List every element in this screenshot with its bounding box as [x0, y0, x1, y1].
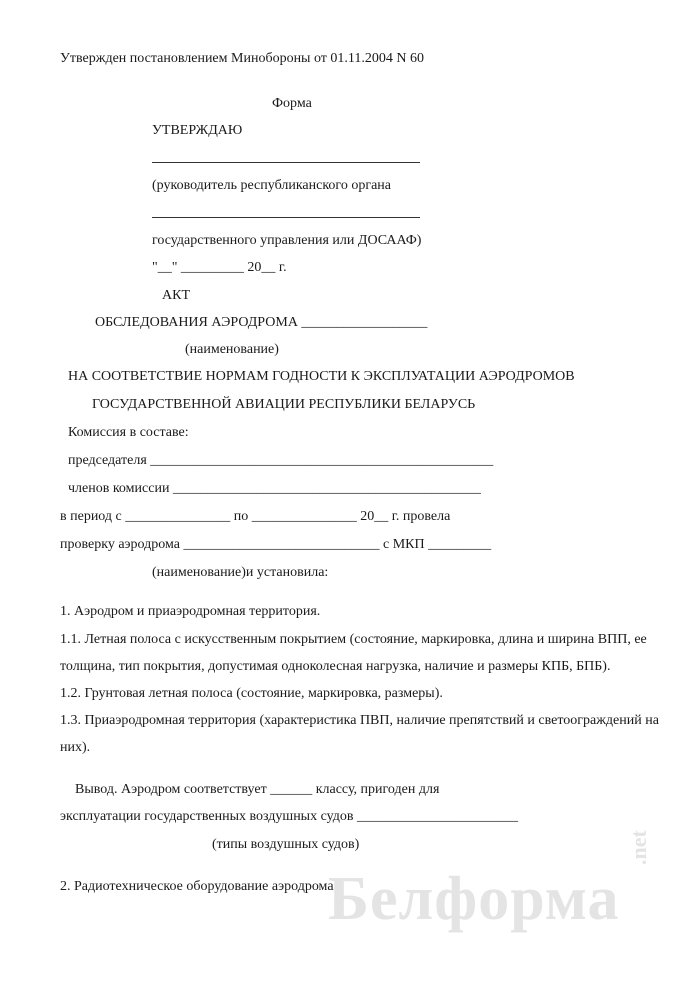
section-1-3-line-1: 1.3. Приаэродромная территория (характеристика ПВП, наличие препятствий и светоограждений на [60, 713, 659, 728]
section-1-1-line-1: 1.1. Летная полоса с искусственным покрытием (состояние, маркировка, длина и ширина ВПП, ее [60, 632, 647, 647]
section-1-3-line-2: них). [60, 740, 91, 755]
conclusion-line-1: Вывод. Аэродром соответствует ______ классу, пригоден для [75, 782, 440, 797]
aircraft-types-caption: (типы воздушных судов) [212, 837, 360, 852]
section-2: 2. Радиотехническое оборудование аэродрома. [60, 879, 338, 894]
aerodrome-name-caption: (наименование) [185, 342, 279, 357]
approval-reference: Утвержден постановлением Минобороны от 01.11.2004 N 60 [60, 51, 424, 66]
act-title: АКТ [162, 288, 190, 303]
act-heading-2: ГОСУДАРСТВЕННОЙ АВИАЦИИ РЕСПУБЛИКИ БЕЛАРУСЬ [92, 397, 476, 412]
act-heading-1: НА СООТВЕТСТВИЕ НОРМАМ ГОДНОСТИ К ЭКСПЛУАТАЦИИ АЭРОДРОМОВ [68, 369, 575, 384]
approval-date: "__" _________ 20__ г. [152, 260, 287, 275]
commission-members: членов комиссии ____________________________________________ [68, 481, 481, 496]
conclusion-line-2: эксплуатации государственных воздушных судов _______________________ [60, 809, 518, 824]
section-1: 1. Аэродром и приаэродромная территория. [60, 604, 321, 619]
aerodrome-check: проверку аэродрома ____________________________ с МКП _________ [60, 537, 492, 552]
form-label: Форма [272, 96, 312, 111]
inspection-period: в период с _______________ по _______________ 20__ г. провела [60, 509, 451, 524]
section-1-2: 1.2. Грунтовая летная полоса (состояние, маркировка, размеры). [60, 686, 443, 701]
commission-chairman: председателя _________________________________________________ [68, 453, 494, 468]
signature-line-1 [152, 162, 420, 163]
section-1-1-line-2: толщина, тип покрытия, допустимая одноколесная нагрузка, наличие и размеры КПБ, БПБ). [60, 659, 611, 674]
watermark-brand: Белформа [328, 865, 620, 933]
approver-caption-1: (руководитель республиканского органа [152, 178, 391, 193]
established-caption: (наименование)и установила: [152, 565, 329, 580]
approve-title: УТВЕРЖДАЮ [152, 123, 243, 138]
commission-composition: Комиссия в составе: [68, 425, 189, 440]
watermark-domain: .net [626, 830, 651, 865]
act-subtitle: ОБСЛЕДОВАНИЯ АЭРОДРОМА __________________ [95, 315, 428, 330]
approver-caption-2: государственного управления или ДОСААФ) [152, 233, 422, 248]
signature-line-2 [152, 217, 420, 218]
